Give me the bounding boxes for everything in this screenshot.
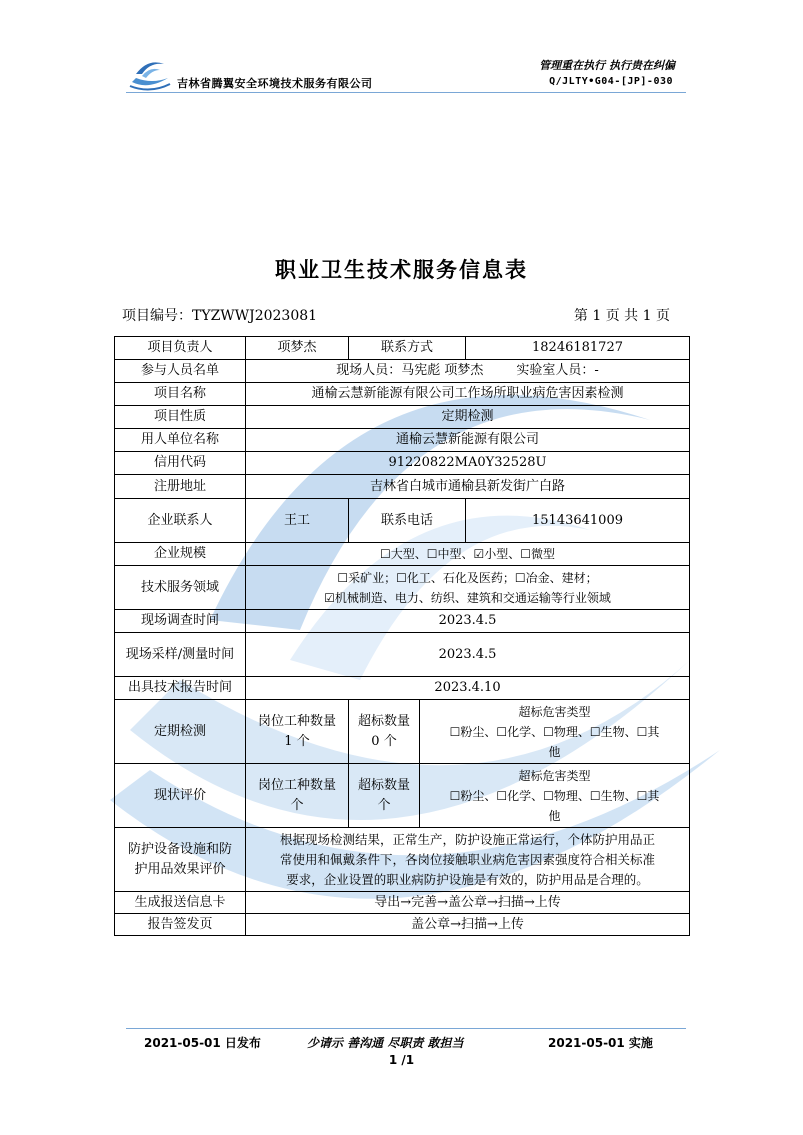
project-number: 项目编号：TYZWWJ2023081 (122, 308, 318, 324)
footer-slogan: 少请示 善沟通 尽职责 敢担当 (307, 1036, 464, 1050)
periodic-exceed-value: 0 个 (371, 733, 397, 749)
status-exceed-value: 个 (377, 797, 391, 813)
status-hazard-options: ☐粉尘、☐化学、☐物理、☐生物、☐其 (449, 788, 660, 803)
status-label: 现状评价 (115, 764, 246, 828)
sampling-time-value: 2023.4.5 (246, 633, 690, 677)
table-row (115, 337, 690, 360)
credit-code-label: 信用代码 (115, 452, 246, 475)
field-value (246, 566, 690, 610)
periodic-hazard-options: ☐粉尘、☐化学、☐物理、☐生物、☐其 (449, 724, 660, 739)
page-info: 第 1 页 共 1 页 (573, 308, 670, 324)
scale-label: 企业规模 (115, 543, 246, 566)
table-row (115, 633, 690, 677)
contact-phone-label: 联系电话 (349, 499, 466, 543)
employer-value: 通榆云慧新能源有限公司 (246, 429, 690, 452)
footer-divider (126, 1028, 686, 1029)
status-exceed (349, 764, 420, 828)
leader-label: 项目负责人 (115, 337, 246, 360)
protection-text-line-1: 根据现场检测结果，正常生产，防护设施正常运行，个体防护用品正 (280, 831, 656, 847)
status-posts-value: 个 (290, 797, 304, 813)
company-contact-value: 王工 (246, 499, 349, 543)
signoff-label: 报告签发页 (115, 914, 246, 936)
survey-time-value: 2023.4.5 (246, 610, 690, 633)
address-value: 吉林省白城市通榆县新发街广白路 (246, 475, 690, 499)
report-time-value: 2023.4.10 (246, 677, 690, 700)
table-row (115, 475, 690, 499)
field-label: 技术服务领域 (115, 566, 246, 610)
table-row (115, 566, 690, 610)
company-contact-label: 企业联系人 (115, 499, 246, 543)
release-date: 2021-05-01 日发布 (144, 1036, 261, 1050)
project-type-label: 项目性质 (115, 406, 246, 429)
leader-value: 项梦杰 (246, 337, 349, 360)
page-number: 1 /1 (388, 1053, 415, 1067)
project-name-value: 通榆云慧新能源有限公司工作场所职业病危害因素检测 (246, 383, 690, 406)
table-row (115, 543, 690, 566)
project-name-label: 项目名称 (115, 383, 246, 406)
table-row (115, 700, 690, 764)
table-row (115, 429, 690, 452)
card-label: 生成报送信息卡 (115, 892, 246, 914)
page-title: 职业卫生技术服务信息表 (275, 258, 528, 282)
periodic-label: 定期检测 (115, 700, 246, 764)
table-row (115, 360, 690, 383)
table-row (115, 828, 690, 892)
status-hazard-options-cont: 他 (548, 808, 561, 823)
protection-text-line-2: 常使用和佩戴条件下，各岗位接触职业病危害因素强度符合相关标准 (280, 851, 656, 867)
periodic-exceed-label: 超标数量 (357, 713, 410, 729)
table-row (115, 677, 690, 700)
report-time-label: 出具技术报告时间 (115, 677, 246, 700)
periodic-exceed (349, 700, 420, 764)
document-number: Q/JLTY•G04-[JP]-030 (549, 76, 673, 87)
table-row (115, 892, 690, 914)
scale-value: ☐大型、☐中型、☑小型、☐微型 (246, 543, 690, 566)
periodic-hazard-options-cont: 他 (548, 744, 561, 759)
participants-label: 参与人员名单 (115, 360, 246, 383)
employer-label: 用人单位名称 (115, 429, 246, 452)
card-value: 导出→完善→盖公章→扫描→上传 (246, 892, 690, 914)
table-row (115, 383, 690, 406)
table-row (115, 452, 690, 475)
protection-text (246, 828, 690, 892)
effective-date: 2021-05-01 实施 (548, 1036, 653, 1050)
protection-label (115, 828, 246, 892)
status-posts (246, 764, 349, 828)
table-row (115, 610, 690, 633)
field-line-2: ☑机械制造、电力、纺织、建筑和交通运输等行业领域 (324, 590, 611, 605)
participants-value: 现场人员：马宪彪 项梦杰 实验室人员：- (246, 360, 690, 383)
company-name: 吉林省腾翼安全环境技术服务有限公司 (177, 77, 373, 90)
periodic-hazard (420, 700, 690, 764)
contact-method-label: 联系方式 (349, 337, 466, 360)
periodic-posts (246, 700, 349, 764)
protection-label-line-1: 防护设备设施和防 (127, 841, 232, 857)
contact-phone-value: 15143641009 (466, 499, 690, 543)
status-hazard (420, 764, 690, 828)
credit-code-value: 91220822MA0Y32528U (246, 452, 690, 475)
status-posts-label: 岗位工种数量 (257, 777, 336, 793)
survey-time-label: 现场调查时间 (115, 610, 246, 633)
address-label: 注册地址 (115, 475, 246, 499)
protection-label-line-2: 护用品效果评价 (134, 861, 226, 877)
project-type-value: 定期检测 (246, 406, 690, 429)
header-divider (126, 92, 686, 93)
table-row (115, 764, 690, 828)
company-logo-icon (128, 56, 172, 92)
periodic-hazard-title: 超标危害类型 (518, 704, 591, 719)
company-motto: 管理重在执行 执行贵在纠偏 (539, 59, 675, 72)
contact-method-value: 18246181727 (466, 337, 690, 360)
table-row (115, 914, 690, 936)
periodic-posts-label: 岗位工种数量 (257, 713, 336, 729)
sampling-time-label: 现场采样/测量时间 (115, 633, 246, 677)
protection-text-line-3: 要求，企业设置的职业病防护设施是有效的，防护用品是合理的。 (286, 871, 649, 887)
status-hazard-title: 超标危害类型 (518, 768, 591, 783)
table-row (115, 499, 690, 543)
table-row (115, 406, 690, 429)
info-table (114, 336, 690, 936)
signoff-value: 盖公章→扫描→上传 (246, 914, 690, 936)
periodic-posts-value: 1 个 (284, 733, 310, 749)
field-line-1: ☐采矿业；☐化工、石化及医药；☐冶金、建材； (337, 570, 598, 585)
status-exceed-label: 超标数量 (357, 777, 410, 793)
